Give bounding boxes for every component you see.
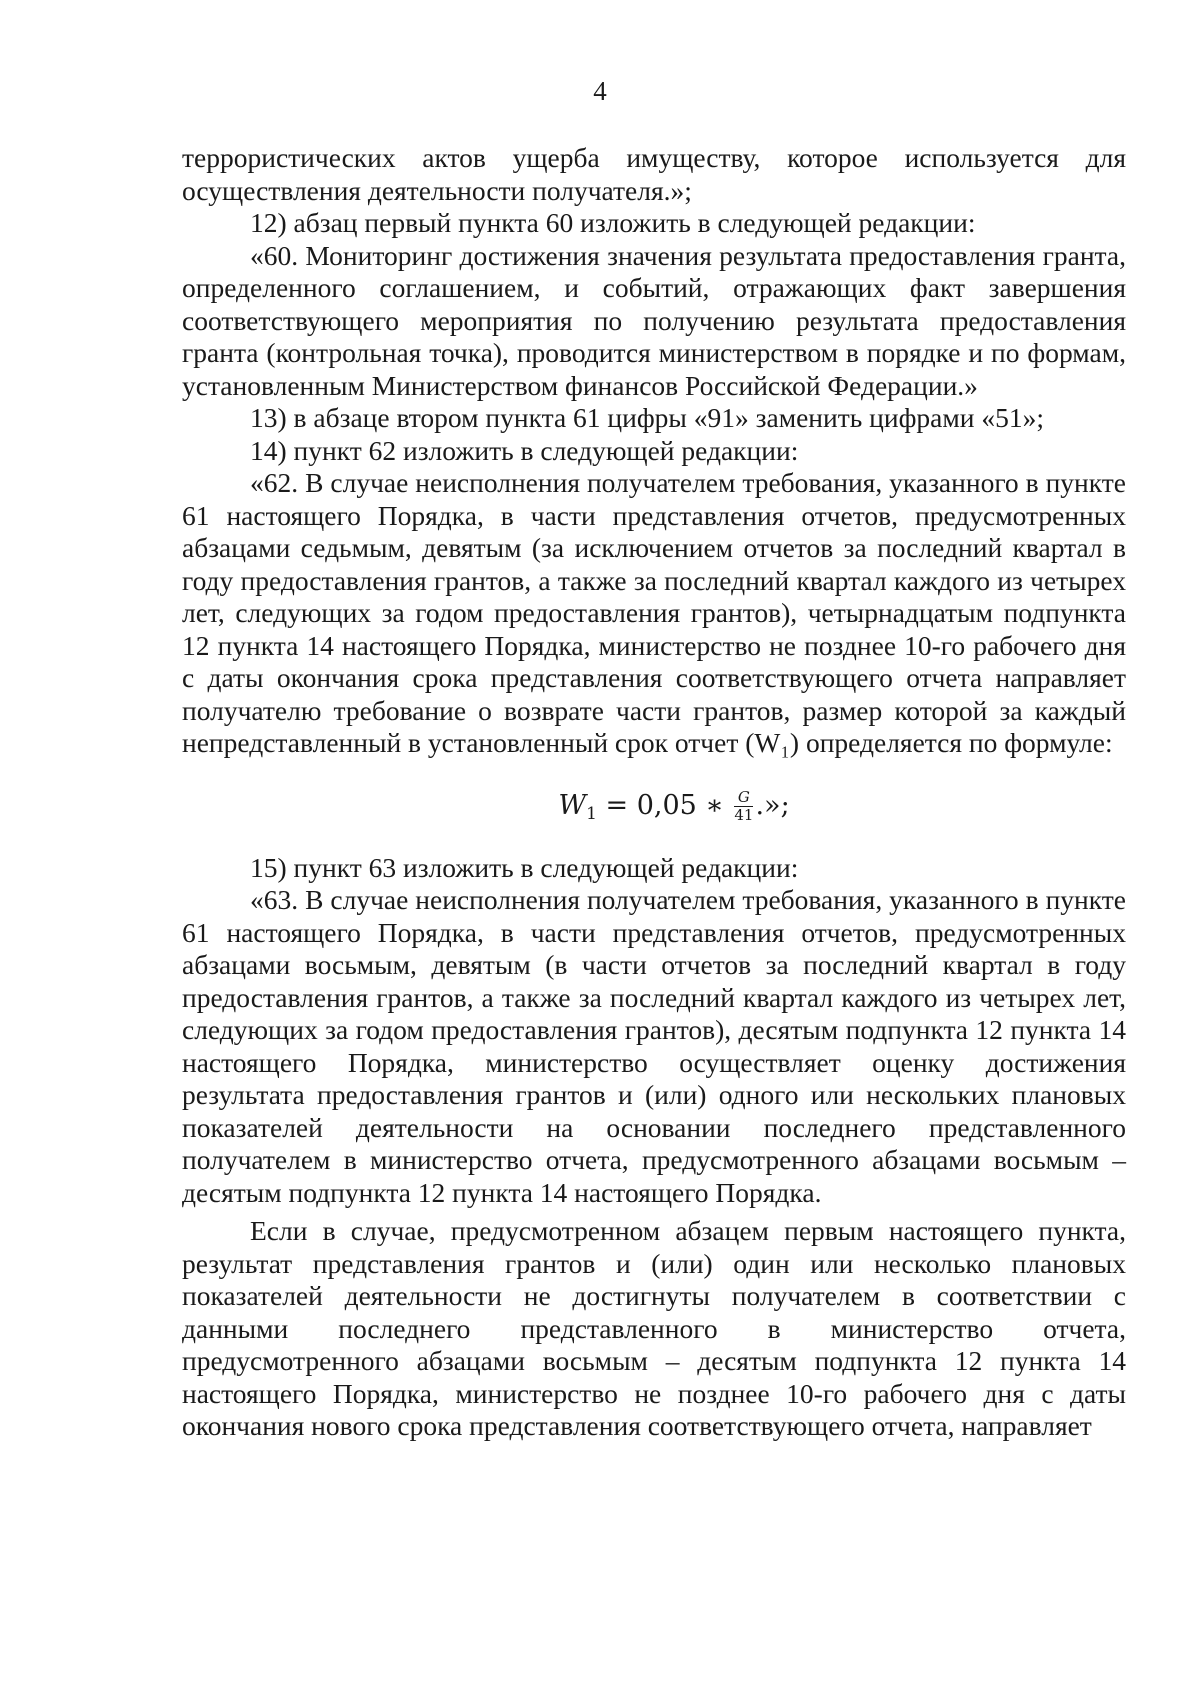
paragraph-item-12: 12) абзац первый пункта 60 изложить в следующей редакции: [250,207,976,238]
paragraph-clause-60: «60. Мониторинг достижения значения результата предоставления гранта, определенного соглашением, и событий, отражающих факт завершения соответствующего мероприятия по получению результата предоставления гранта (контрольная точка), проводится министерством в порядке и по формам, установленным Министерством финансов Российской Федерации.» [182,239,1126,401]
document-body [182,142,1126,1443]
paragraph-clause-63-second: Если в случае, предусмотренном абзацем первым настоящего пункта, результат представления грантов и (или) один или несколько плановых показателей деятельности не достигнуты получателем в соответствии с данными последнего представленного в министерство отчета, предусмотренного абзацами восьмым – десятым подпункта 12 пункта 14 настоящего Порядка, министерство не позднее 10-го рабочего дня с даты окончания нового срока представления соответствующего отчета, направляет [182,1215,1126,1441]
paragraph-clause-63: «63. В случае неисполнения получателем требования, указанного в пункте 61 настоящего Порядка, в части представления отчетов, предусмотренных абзацами восьмым, девятым (в части отчетов за последний квартал в году предоставления грантов, а также за последний квартал каждого из четырех лет, следующих за годом предоставления грантов), десятым подпункта 12 пункта 14 настоящего Порядка, министерство осуществляет оценку достижения результата предоставления грантов и (или) одного или нескольких плановых показателей деятельности на основании последнего представленного получателем в министерство отчета, предусмотренного абзацами восьмым – десятым подпункта 12 пункта 14 настоящего Порядка. [182,884,1126,1208]
paragraph-clause-62: «62. В случае неисполнения получателем требования, указанного в пункте 61 настоящего Порядка, в части представления отчетов, предусмотренных абзацами седьмым, девятым (за исключением отчетов за последний квартал в году предоставления грантов, а также за последний квартал каждого из четырех лет, следующих за годом предоставления грантов), четырнадцатым подпункта 12 пункта 14 настоящего Порядка, министерство не позднее 10-го рабочего дня с даты окончания срока представления соответствующего отчета направляет получателю требование о возврате части грантов, размер которой за каждый непредставленный в установленный срок отчет (W₁) определяется по формуле: [182,467,1126,758]
formula-numerator: G [734,789,753,807]
formula-lhs: W [558,789,587,821]
formula-tail: .»; [755,789,790,821]
formula-denominator: 41 [734,805,754,824]
paragraph-continuation: террористических актов ущерба имуществу, которое используется для осуществления деятельности получателя.»; [182,142,1126,206]
formula-fraction [734,789,753,824]
formula-w1 [182,760,1126,852]
formula-equals: = 0,05 ∗ [605,789,724,821]
formula-lhs-subscript: 1 [586,803,597,824]
paragraph-item-15: 15) пункт 63 изложить в следующей редакции: [250,851,799,883]
paragraph-item-13: 13) в абзаце втором пункта 61 цифры «91» заменить цифрами «51»; [250,402,1045,433]
page-number: 4 [593,76,607,106]
paragraph-item-14: 14) пункт 62 изложить в следующей редакции: [250,434,799,466]
